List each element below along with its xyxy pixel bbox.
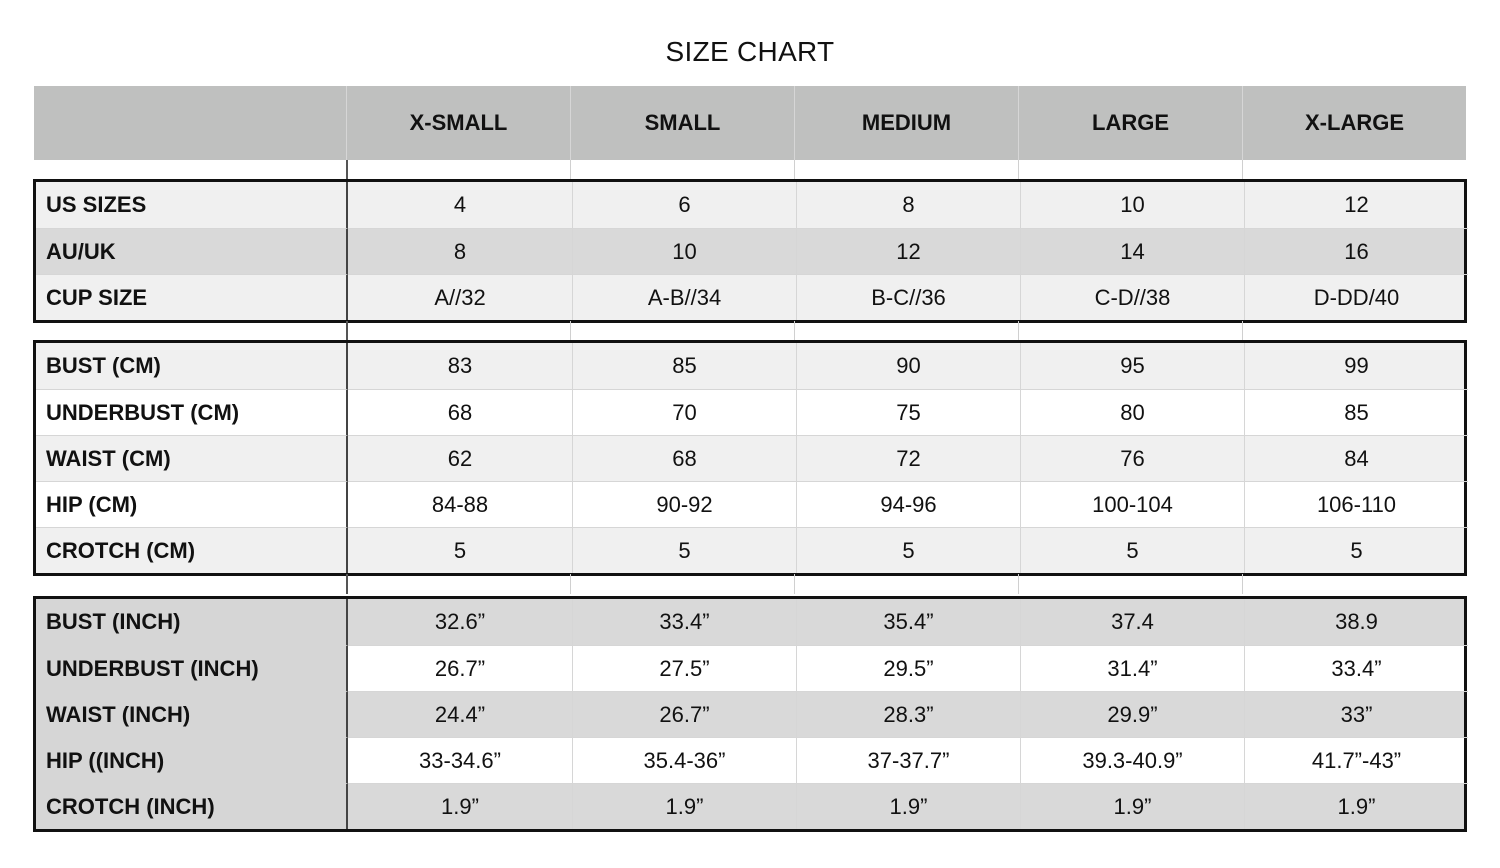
row-label: UNDERBUST (CM) bbox=[36, 389, 348, 435]
column-header: MEDIUM bbox=[794, 86, 1018, 160]
spacer-cell bbox=[1242, 574, 1466, 594]
size-value-cell: 26.7” bbox=[572, 691, 796, 737]
size-header-row bbox=[34, 86, 1466, 160]
row-label: WAIST (INCH) bbox=[36, 691, 348, 737]
row-label: HIP ((INCH) bbox=[36, 737, 348, 783]
spacer-cell bbox=[34, 574, 346, 594]
spacer-cell bbox=[794, 574, 1018, 594]
table-row bbox=[36, 343, 1464, 389]
size-value-cell: 16 bbox=[1244, 228, 1468, 274]
inch-measurements-group bbox=[33, 596, 1467, 832]
size-value-cell: 80 bbox=[1020, 389, 1244, 435]
spacer-cell bbox=[1018, 321, 1242, 341]
table-row bbox=[36, 599, 1464, 645]
size-value-cell: 84 bbox=[1244, 435, 1468, 481]
table-row bbox=[36, 691, 1464, 737]
size-value-cell: 70 bbox=[572, 389, 796, 435]
size-value-cell: 1.9” bbox=[348, 783, 572, 829]
size-value-cell: 37.4 bbox=[1020, 599, 1244, 645]
size-value-cell: 1.9” bbox=[1020, 783, 1244, 829]
table-row bbox=[36, 783, 1464, 829]
spacer-cell bbox=[570, 574, 794, 594]
size-value-cell: 33.4” bbox=[1244, 645, 1468, 691]
row-label: CROTCH (INCH) bbox=[36, 783, 348, 829]
spacer-row bbox=[34, 321, 1466, 341]
size-value-cell: 37-37.7” bbox=[796, 737, 1020, 783]
table-row bbox=[36, 435, 1464, 481]
size-value-cell: 10 bbox=[572, 228, 796, 274]
size-value-cell: 5 bbox=[572, 527, 796, 573]
table-row bbox=[36, 527, 1464, 573]
table-row bbox=[36, 274, 1464, 320]
size-value-cell: 10 bbox=[1020, 182, 1244, 228]
size-value-cell: 94-96 bbox=[796, 481, 1020, 527]
size-value-cell: B-C//36 bbox=[796, 274, 1020, 320]
size-value-cell: C-D//38 bbox=[1020, 274, 1244, 320]
spacer-cell bbox=[34, 321, 346, 341]
size-value-cell: 39.3-40.9” bbox=[1020, 737, 1244, 783]
size-value-cell: 27.5” bbox=[572, 645, 796, 691]
size-value-cell: 31.4” bbox=[1020, 645, 1244, 691]
spacer-cell bbox=[346, 160, 570, 180]
spacer-cell bbox=[570, 160, 794, 180]
size-value-cell: 5 bbox=[1020, 527, 1244, 573]
spacer-cell bbox=[346, 574, 570, 594]
size-value-cell: A-B//34 bbox=[572, 274, 796, 320]
size-conversion-group bbox=[33, 179, 1467, 323]
table-row bbox=[36, 182, 1464, 228]
row-label: UNDERBUST (INCH) bbox=[36, 645, 348, 691]
size-value-cell: 29.5” bbox=[796, 645, 1020, 691]
row-label: CROTCH (CM) bbox=[36, 527, 348, 573]
size-value-cell: 33-34.6” bbox=[348, 737, 572, 783]
spacer-cell bbox=[1018, 574, 1242, 594]
size-value-cell: 38.9 bbox=[1244, 599, 1468, 645]
table-row bbox=[36, 737, 1464, 783]
size-value-cell: 76 bbox=[1020, 435, 1244, 481]
spacer-cell bbox=[794, 321, 1018, 341]
table-row bbox=[36, 481, 1464, 527]
size-value-cell: 35.4-36” bbox=[572, 737, 796, 783]
size-value-cell: 14 bbox=[1020, 228, 1244, 274]
size-value-cell: 62 bbox=[348, 435, 572, 481]
size-value-cell: 100-104 bbox=[1020, 481, 1244, 527]
spacer-cell bbox=[794, 160, 1018, 180]
size-value-cell: 35.4” bbox=[796, 599, 1020, 645]
column-header: X-LARGE bbox=[1242, 86, 1466, 160]
size-value-cell: 68 bbox=[348, 389, 572, 435]
size-value-cell: 26.7” bbox=[348, 645, 572, 691]
size-value-cell: 1.9” bbox=[572, 783, 796, 829]
header-corner-cell bbox=[34, 86, 346, 160]
size-value-cell: 68 bbox=[572, 435, 796, 481]
spacer-cell bbox=[1242, 321, 1466, 341]
size-value-cell: 84-88 bbox=[348, 481, 572, 527]
size-value-cell: 5 bbox=[796, 527, 1020, 573]
table-row bbox=[36, 645, 1464, 691]
row-label: WAIST (CM) bbox=[36, 435, 348, 481]
size-value-cell: 12 bbox=[1244, 182, 1468, 228]
row-label: CUP SIZE bbox=[36, 274, 348, 320]
size-value-cell: 8 bbox=[348, 228, 572, 274]
spacer-row bbox=[34, 160, 1466, 180]
row-label: AU/UK bbox=[36, 228, 348, 274]
size-value-cell: 90-92 bbox=[572, 481, 796, 527]
table-row bbox=[36, 228, 1464, 274]
size-value-cell: 28.3” bbox=[796, 691, 1020, 737]
row-label: BUST (INCH) bbox=[36, 599, 348, 645]
size-value-cell: 12 bbox=[796, 228, 1020, 274]
table-row bbox=[36, 389, 1464, 435]
size-value-cell: 29.9” bbox=[1020, 691, 1244, 737]
spacer-cell bbox=[34, 160, 346, 180]
size-value-cell: 6 bbox=[572, 182, 796, 228]
spacer-cell bbox=[570, 321, 794, 341]
size-value-cell: 106-110 bbox=[1244, 481, 1468, 527]
column-header: X-SMALL bbox=[346, 86, 570, 160]
row-label: US SIZES bbox=[36, 182, 348, 228]
size-value-cell: 33” bbox=[1244, 691, 1468, 737]
size-value-cell: D-DD/40 bbox=[1244, 274, 1468, 320]
spacer-cell bbox=[1018, 160, 1242, 180]
size-value-cell: 1.9” bbox=[796, 783, 1020, 829]
size-value-cell: 8 bbox=[796, 182, 1020, 228]
size-value-cell: 85 bbox=[1244, 389, 1468, 435]
size-value-cell: 1.9” bbox=[1244, 783, 1468, 829]
row-label: HIP (CM) bbox=[36, 481, 348, 527]
size-value-cell: 99 bbox=[1244, 343, 1468, 389]
row-label: BUST (CM) bbox=[36, 343, 348, 389]
size-value-cell: 24.4” bbox=[348, 691, 572, 737]
size-value-cell: 4 bbox=[453, 192, 467, 217]
size-value-cell: 5 bbox=[348, 527, 572, 573]
spacer-cell bbox=[1242, 160, 1466, 180]
cm-measurements-group bbox=[33, 340, 1467, 576]
size-value-cell: 83 bbox=[447, 353, 473, 378]
column-header: SMALL bbox=[570, 86, 794, 160]
size-value-cell: 72 bbox=[796, 435, 1020, 481]
spacer-row bbox=[34, 574, 1466, 594]
size-value-cell: A//32 bbox=[348, 274, 572, 320]
size-value-cell: 75 bbox=[796, 389, 1020, 435]
size-value-cell: 85 bbox=[572, 343, 796, 389]
size-value-cell: 33.4” bbox=[572, 599, 796, 645]
size-value-cell: 5 bbox=[1244, 527, 1468, 573]
column-header: LARGE bbox=[1018, 86, 1242, 160]
spacer-cell bbox=[346, 321, 570, 341]
size-value-cell: 32.6” bbox=[434, 609, 486, 634]
page-title: SIZE CHART bbox=[665, 36, 835, 67]
size-value-cell: 95 bbox=[1020, 343, 1244, 389]
size-value-cell: 90 bbox=[796, 343, 1020, 389]
size-value-cell: 41.7”-43” bbox=[1244, 737, 1468, 783]
